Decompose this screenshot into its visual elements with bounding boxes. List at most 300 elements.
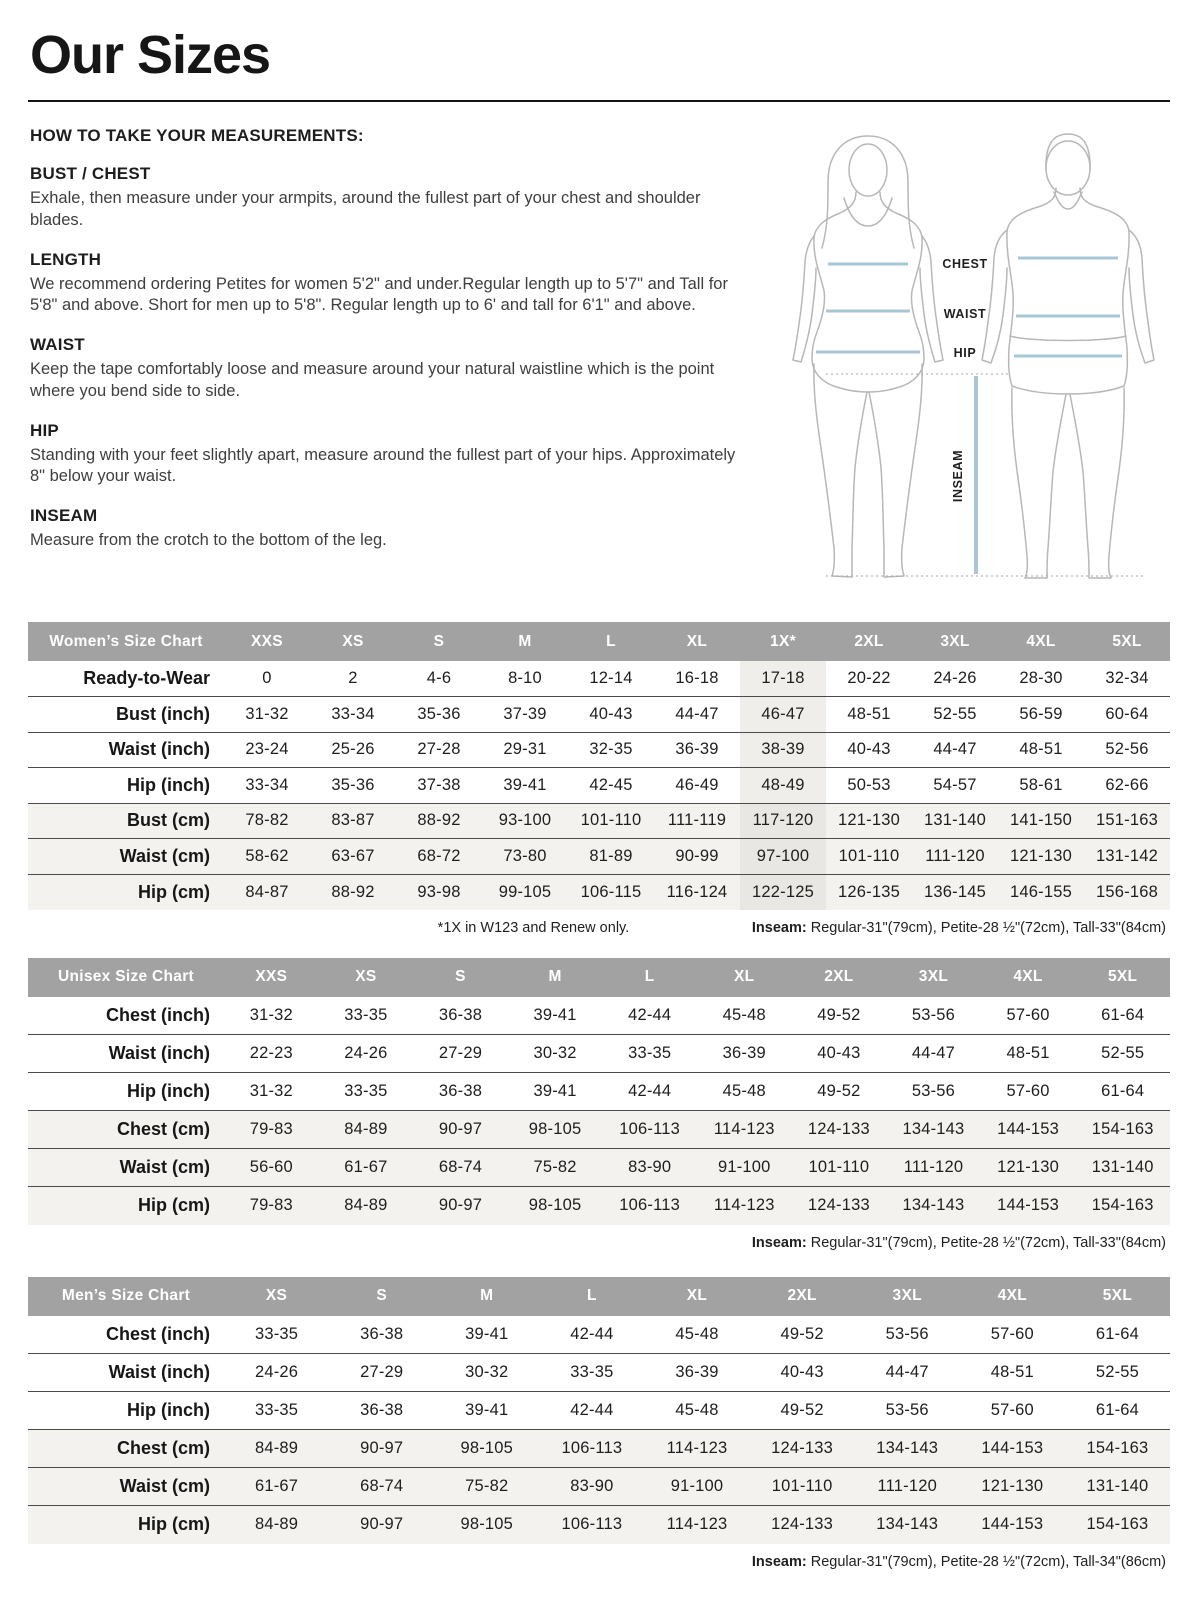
size-column-header-m: M — [482, 622, 568, 661]
section-body: We recommend ordering Petites for women 5'2" and under.Regular length up to 5'7" and Tall for 5'8" and above. Short for men up to 5'8". Regular length up to 6' and tall for 6'1" and above. — [30, 274, 728, 315]
size-cell: 91-100 — [670, 1477, 724, 1495]
women-size-table — [28, 622, 1170, 910]
size-cell: 35-36 — [331, 775, 375, 794]
male-hair — [1046, 134, 1090, 170]
size-cell: 124-133 — [771, 1515, 834, 1534]
size-cell: 75-82 — [533, 1158, 577, 1176]
row-label: Waist (inch) — [108, 739, 210, 760]
size-cell: 79-83 — [249, 1196, 293, 1215]
female-head — [849, 144, 887, 196]
size-column-header-m: M — [508, 958, 603, 997]
table-body — [28, 997, 1170, 1225]
size-cell: 42-45 — [589, 775, 633, 794]
table-title: Unisex Size Chart — [28, 958, 224, 997]
size-cell: 154-163 — [1091, 1196, 1154, 1215]
table-row-chest-cm — [28, 1111, 1170, 1149]
male-left-arm — [982, 230, 1007, 363]
measurement-section-bust-chest — [28, 164, 743, 232]
row-label: Chest (inch) — [105, 1323, 210, 1344]
section-title: BUST / CHEST — [30, 164, 151, 183]
size-cell: 98-105 — [528, 1196, 582, 1215]
size-cell: 37-39 — [503, 704, 547, 723]
size-cell: 33-34 — [245, 775, 289, 794]
howto-heading: HOW TO TAKE YOUR MEASUREMENTS: — [30, 126, 364, 145]
size-cell: 134-143 — [902, 1196, 965, 1215]
size-cell: 17-18 — [740, 661, 826, 697]
row-label: Bust (inch) — [116, 703, 210, 724]
size-cell: 124-133 — [771, 1439, 834, 1457]
table-row-hip-inch — [28, 768, 1170, 804]
size-cell: 114-123 — [666, 1515, 728, 1534]
size-cell: 134-143 — [876, 1515, 939, 1534]
size-cell: 49-52 — [817, 1005, 861, 1024]
size-cell: 124-133 — [807, 1196, 870, 1215]
size-cell: 101-110 — [771, 1477, 833, 1495]
size-cell: 32-34 — [1105, 669, 1149, 687]
size-cell: 52-56 — [1105, 740, 1149, 759]
table-row-hip-inch — [28, 1073, 1170, 1111]
size-cell: 33-35 — [254, 1324, 299, 1343]
size-cell: 81-89 — [589, 846, 633, 865]
size-cell: 33-35 — [254, 1401, 299, 1419]
size-cell: 42-44 — [628, 1005, 672, 1024]
section-body: Measure from the crotch to the bottom of the leg. — [30, 531, 387, 550]
size-cell: 116-124 — [666, 882, 728, 901]
size-cell: 44-47 — [675, 704, 719, 723]
size-cell: 31-32 — [249, 1082, 293, 1100]
size-cell: 83-87 — [331, 811, 375, 830]
unisex-footnotes — [28, 1225, 1170, 1253]
size-cell: 57-60 — [1006, 1005, 1050, 1024]
size-cell: 57-60 — [1006, 1082, 1050, 1100]
measurement-sections — [28, 164, 743, 552]
size-cell: 98-105 — [460, 1439, 514, 1457]
size-cell: 131-142 — [1096, 846, 1158, 865]
size-cell: 44-47 — [911, 1044, 956, 1062]
row-label: Waist (inch) — [108, 1043, 210, 1063]
inseam-footnote-text: Regular-31"(79cm), Petite-28 ½"(72cm), Tall-33"(84cm) — [806, 919, 1166, 936]
men-size-chart — [28, 1277, 1170, 1572]
size-cell: 31-32 — [249, 1005, 293, 1024]
size-cell: 27-29 — [438, 1044, 483, 1062]
size-cell: 146-155 — [1010, 882, 1072, 901]
table-row-waist-cm — [28, 839, 1170, 875]
page-title: Our Sizes — [30, 25, 271, 85]
size-cell: 106-113 — [619, 1196, 681, 1215]
men-size-table — [28, 1277, 1170, 1544]
size-cell: 57-60 — [990, 1401, 1034, 1419]
size-cell: 24-26 — [933, 669, 977, 687]
diagram-labels — [942, 257, 987, 502]
size-cell: 111-120 — [903, 1158, 964, 1176]
size-cell: 106-113 — [619, 1120, 681, 1138]
size-cell: 114-123 — [666, 1439, 728, 1457]
size-cell: 121-130 — [1010, 846, 1072, 865]
size-cell: 114-123 — [713, 1120, 775, 1138]
size-cell: 39-41 — [503, 775, 547, 794]
size-cell: 84-89 — [254, 1515, 299, 1534]
male-waistband — [1010, 336, 1126, 341]
inseam-footnote — [752, 1554, 1166, 1570]
size-cell: 134-143 — [876, 1439, 939, 1457]
size-cell: 117-120 — [740, 803, 826, 839]
row-label: Hip (cm) — [138, 1195, 210, 1216]
table-body — [28, 1316, 1170, 1544]
size-cell: 121-130 — [981, 1477, 1044, 1495]
size-cell: 27-28 — [417, 740, 461, 759]
size-cell: 83-90 — [628, 1158, 672, 1176]
female-left-leg — [814, 364, 867, 577]
size-cell: 33-35 — [344, 1005, 388, 1024]
size-column-header-s: S — [329, 1277, 434, 1316]
size-cell: 144-153 — [997, 1196, 1060, 1215]
size-cell: 61-67 — [254, 1477, 299, 1495]
size-cell: 84-89 — [254, 1439, 299, 1457]
row-label: Bust (cm) — [126, 810, 210, 831]
table-head — [28, 958, 1170, 997]
size-cell: 84-87 — [245, 882, 289, 901]
size-cell: 88-92 — [331, 882, 375, 901]
inseam-footnote-label: Inseam: — [751, 1553, 807, 1570]
size-cell: 38-39 — [740, 732, 826, 768]
size-cell: 39-41 — [465, 1401, 509, 1419]
size-cell: 36-39 — [722, 1044, 766, 1062]
size-cell: 91-100 — [717, 1158, 771, 1176]
table-head — [28, 622, 1170, 661]
section-body: Keep the tape comfortably loose and measure around your natural waistline which is the point where you bend side to side. — [30, 360, 715, 400]
size-cell: 141-150 — [1010, 811, 1072, 830]
table-row-waist-cm — [28, 1468, 1170, 1506]
hip-label: HIP — [953, 346, 977, 360]
size-cell: 156-168 — [1096, 882, 1158, 901]
size-cell: 42-44 — [570, 1401, 614, 1419]
size-cell: 61-64 — [1095, 1401, 1140, 1419]
size-cell: 63-67 — [331, 846, 375, 865]
size-cell: 4-6 — [426, 669, 452, 687]
size-cell: 68-74 — [438, 1158, 483, 1176]
size-cell: 136-145 — [924, 882, 986, 901]
size-cell: 40-43 — [817, 1044, 861, 1062]
size-cell: 27-29 — [360, 1363, 404, 1381]
chest-label: CHEST — [942, 257, 988, 271]
row-label: Hip (cm) — [138, 881, 210, 902]
size-column-header-xs: XS — [319, 958, 414, 997]
size-cell: 131-140 — [1091, 1158, 1154, 1176]
size-cell: 36-38 — [438, 1005, 483, 1024]
size-cell: 90-97 — [360, 1439, 404, 1457]
size-cell: 154-163 — [1091, 1120, 1154, 1138]
asterisk-footnote: *1X in W123 and Renew only. — [437, 919, 630, 936]
size-cell: 0 — [262, 669, 272, 687]
tables-area — [28, 622, 1170, 1572]
size-cell: 48-51 — [847, 704, 891, 723]
size-cell: 28-30 — [1019, 669, 1063, 687]
size-cell: 54-57 — [933, 775, 977, 794]
size-cell: 144-153 — [981, 1515, 1044, 1534]
size-cell: 48-51 — [1006, 1044, 1050, 1062]
size-cell: 40-43 — [847, 740, 891, 759]
size-column-header-3xl: 3XL — [912, 622, 998, 661]
size-cell: 84-89 — [344, 1120, 388, 1138]
row-label: Waist (cm) — [119, 845, 210, 866]
female-figure — [793, 136, 943, 577]
row-label: Waist (cm) — [119, 1476, 210, 1496]
size-column-header-4xl: 4XL — [998, 622, 1084, 661]
size-cell: 48-51 — [1019, 740, 1063, 759]
size-cell: 121-130 — [838, 811, 900, 830]
size-cell: 45-48 — [722, 1082, 766, 1100]
section-title: INSEAM — [30, 506, 98, 526]
size-cell: 93-100 — [498, 811, 552, 830]
size-cell: 93-98 — [417, 882, 461, 901]
inseam-footnote-text: Regular-31"(79cm), Petite-28 ½"(72cm), Tall-33"(84cm) — [806, 1234, 1166, 1251]
size-column-header-xxs: XXS — [224, 958, 319, 997]
size-cell: 106-115 — [580, 882, 642, 901]
measurement-section-waist — [28, 335, 743, 403]
table-row-hip-inch — [28, 1392, 1170, 1430]
size-column-header-l: L — [602, 958, 697, 997]
size-cell: 25-26 — [331, 740, 375, 759]
size-column-header-m: M — [434, 1277, 539, 1316]
upper-section — [28, 126, 1170, 600]
size-column-header-xl: XL — [697, 958, 792, 997]
size-cell: 98-105 — [528, 1120, 582, 1138]
size-cell: 134-143 — [902, 1120, 965, 1138]
size-cell: 101-110 — [580, 811, 642, 830]
size-column-header-4xl: 4XL — [960, 1277, 1065, 1316]
size-cell: 40-43 — [589, 704, 633, 723]
table-title: Women’s Size Chart — [28, 622, 224, 661]
size-cell: 33-35 — [570, 1363, 614, 1381]
size-column-header-5xl: 5XL — [1084, 622, 1170, 661]
table-row-hip-cm — [28, 874, 1170, 910]
size-column-header-3xl: 3XL — [886, 958, 981, 997]
female-hair — [822, 136, 914, 248]
row-label: Ready-to-Wear — [83, 668, 210, 688]
size-cell: 97-100 — [740, 839, 826, 875]
size-cell: 111-120 — [877, 1477, 937, 1495]
size-cell: 53-56 — [885, 1401, 929, 1419]
size-cell: 30-32 — [533, 1044, 577, 1062]
size-cell: 2 — [348, 669, 358, 687]
size-column-header-2xl: 2XL — [826, 622, 912, 661]
size-cell: 98-105 — [460, 1515, 514, 1534]
size-cell: 57-60 — [990, 1324, 1034, 1343]
row-label: Chest (cm) — [116, 1119, 210, 1139]
size-cell: 49-52 — [780, 1401, 824, 1419]
section-title: LENGTH — [30, 249, 102, 269]
size-cell: 36-38 — [360, 1401, 404, 1419]
size-cell: 24-26 — [344, 1044, 388, 1062]
size-cell: 99-105 — [498, 882, 552, 901]
size-cell: 39-41 — [533, 1005, 577, 1024]
unisex-size-chart — [28, 958, 1170, 1253]
size-cell: 33-35 — [344, 1082, 388, 1100]
size-cell: 101-110 — [808, 1158, 870, 1176]
table-row-chest-inch — [28, 1316, 1170, 1354]
female-torso — [812, 192, 924, 392]
section-body: Exhale, then measure under your armpits, around the fullest part of your chest and shoulder blades. — [30, 189, 701, 229]
header-row — [28, 958, 1170, 997]
measurement-section-inseam — [28, 506, 743, 552]
size-cell: 49-52 — [817, 1082, 861, 1100]
table-row-hip-cm — [28, 1187, 1170, 1225]
row-label: Hip (cm) — [138, 1514, 210, 1535]
size-cell: 20-22 — [847, 669, 891, 687]
row-label: Hip (inch) — [127, 1081, 210, 1101]
size-cell: 78-82 — [245, 811, 289, 830]
size-column-header-5xl: 5XL — [1075, 958, 1170, 997]
table-body — [28, 661, 1170, 910]
female-neckline — [844, 198, 892, 226]
row-label: Waist (inch) — [108, 1362, 210, 1382]
size-cell: 101-110 — [838, 846, 900, 865]
size-cell: 90-99 — [675, 846, 719, 865]
size-column-header-xs: XS — [310, 622, 396, 661]
size-cell: 131-140 — [1086, 1477, 1149, 1495]
female-right-arm — [920, 236, 943, 362]
size-cell: 52-55 — [933, 704, 977, 723]
unisex-size-table — [28, 958, 1170, 1225]
size-cell: 53-56 — [911, 1082, 956, 1100]
size-cell: 22-23 — [249, 1044, 293, 1062]
size-cell: 124-133 — [807, 1120, 870, 1138]
size-cell: 90-97 — [438, 1120, 483, 1138]
size-column-header-4xl: 4XL — [981, 958, 1076, 997]
size-cell: 32-35 — [589, 740, 633, 759]
size-cell: 75-82 — [465, 1477, 509, 1495]
size-cell: 154-163 — [1086, 1515, 1149, 1534]
table-row-chest-cm — [28, 1430, 1170, 1468]
size-cell: 154-163 — [1086, 1439, 1149, 1457]
size-cell: 62-66 — [1105, 775, 1149, 794]
size-cell: 73-80 — [503, 846, 547, 865]
size-diagram — [768, 128, 1170, 600]
size-cell: 111-119 — [667, 811, 727, 830]
size-cell: 36-39 — [675, 1363, 719, 1381]
size-cell: 83-90 — [570, 1477, 614, 1495]
male-right-arm — [1129, 230, 1154, 363]
size-cell: 114-123 — [713, 1196, 775, 1215]
size-cell: 49-52 — [780, 1324, 824, 1343]
table-head — [28, 1277, 1170, 1316]
male-right-leg — [1070, 388, 1124, 578]
size-column-header-3xl: 3XL — [855, 1277, 960, 1316]
table-row-bust-inch — [28, 697, 1170, 733]
size-column-header-xl: XL — [644, 1277, 749, 1316]
women-size-chart — [28, 622, 1170, 938]
size-cell: 33-34 — [331, 704, 375, 723]
size-cell: 37-38 — [417, 775, 461, 794]
size-column-header-xxs: XXS — [224, 622, 310, 661]
size-cell: 8-10 — [508, 669, 542, 687]
size-cell: 52-55 — [1095, 1363, 1140, 1381]
size-cell: 79-83 — [249, 1120, 293, 1138]
size-cell: 106-113 — [561, 1439, 623, 1457]
inseam-footnote-text: Regular-31"(79cm), Petite-28 ½"(72cm), Tall-34"(86cm) — [806, 1553, 1166, 1570]
size-cell: 35-36 — [417, 704, 461, 723]
size-cell: 29-31 — [503, 740, 547, 759]
size-cell: 53-56 — [885, 1324, 929, 1343]
row-label: Waist (cm) — [119, 1157, 210, 1177]
size-cell: 84-89 — [344, 1196, 388, 1215]
size-cell: 24-26 — [254, 1363, 299, 1381]
table-row-waist-inch — [28, 1035, 1170, 1073]
size-cell: 56-60 — [249, 1158, 293, 1176]
inseam-footnote — [752, 920, 1166, 936]
size-cell: 121-130 — [997, 1158, 1060, 1176]
size-cell: 30-32 — [465, 1363, 509, 1381]
size-cell: 111-120 — [925, 846, 985, 865]
section-body: Standing with your feet slightly apart, measure around the fullest part of your hips. Approximately 8" below your waist. — [30, 445, 736, 486]
table-row-waist-inch — [28, 1354, 1170, 1392]
size-cell: 36-38 — [438, 1082, 483, 1100]
size-column-header-2xl: 2XL — [750, 1277, 855, 1316]
measurement-instructions — [28, 126, 743, 552]
size-cell: 52-55 — [1101, 1044, 1145, 1062]
measurement-section-hip — [28, 421, 743, 489]
row-label: Chest (inch) — [105, 1004, 210, 1025]
table-row-waist-cm — [28, 1149, 1170, 1187]
table-title: Men’s Size Chart — [28, 1277, 224, 1316]
size-cell: 68-74 — [360, 1477, 404, 1495]
male-head — [1046, 141, 1090, 195]
size-cell: 36-38 — [360, 1324, 404, 1343]
row-label: Chest (cm) — [116, 1438, 210, 1458]
women-footnotes — [28, 910, 1170, 938]
size-column-header-1x: 1X* — [740, 622, 826, 661]
size-cell: 12-14 — [589, 669, 633, 687]
size-cell: 90-97 — [360, 1515, 404, 1534]
size-cell: 144-153 — [997, 1120, 1060, 1138]
row-label: Hip (inch) — [127, 774, 210, 795]
size-cell: 144-153 — [981, 1439, 1044, 1457]
size-cell: 23-24 — [245, 740, 289, 759]
size-column-header-2xl: 2XL — [792, 958, 887, 997]
size-cell: 126-135 — [838, 882, 900, 901]
size-cell: 61-64 — [1101, 1005, 1145, 1024]
size-cell: 46-49 — [675, 775, 719, 794]
waist-label: WAIST — [943, 307, 987, 321]
size-cell: 131-140 — [924, 811, 986, 830]
inseam-footnote — [752, 1235, 1166, 1251]
size-cell: 122-125 — [740, 874, 826, 910]
size-cell: 40-43 — [780, 1363, 824, 1381]
reference-lines — [826, 374, 1146, 576]
table-row-chest-inch — [28, 997, 1170, 1035]
inseam-label: INSEAM — [951, 449, 965, 503]
size-cell: 33-35 — [628, 1044, 672, 1062]
header-row — [28, 622, 1170, 661]
size-column-header-s: S — [413, 958, 508, 997]
men-footnotes — [28, 1544, 1170, 1572]
table-row-hip-cm — [28, 1506, 1170, 1544]
size-column-header-xl: XL — [654, 622, 740, 661]
size-cell: 45-48 — [675, 1324, 719, 1343]
size-cell: 42-44 — [570, 1324, 614, 1343]
size-cell: 45-48 — [722, 1005, 766, 1024]
table-row-ready-to-wear — [28, 661, 1170, 697]
size-cell: 106-113 — [561, 1515, 623, 1534]
female-left-arm — [793, 236, 816, 362]
diagram-column — [743, 126, 1170, 600]
size-cell: 36-39 — [675, 740, 719, 759]
size-column-header-l: L — [568, 622, 654, 661]
header-row — [28, 1277, 1170, 1316]
table-row-waist-inch — [28, 732, 1170, 768]
size-cell: 58-62 — [245, 846, 289, 865]
size-cell: 56-59 — [1019, 704, 1063, 723]
